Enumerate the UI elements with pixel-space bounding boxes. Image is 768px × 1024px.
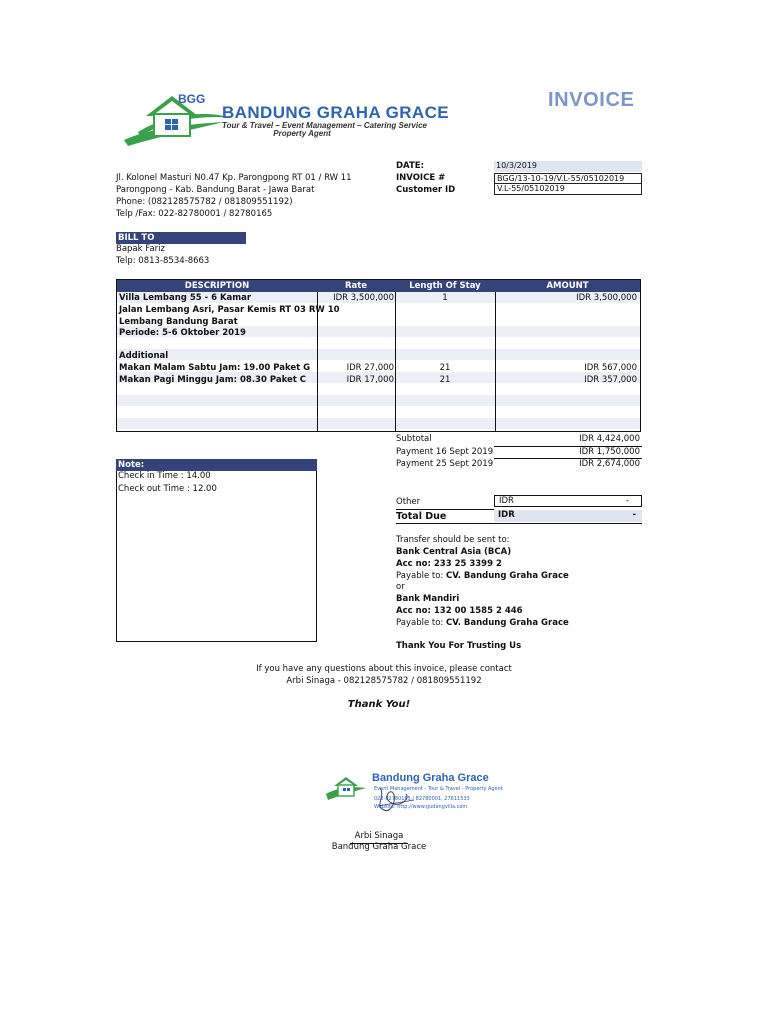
row-description: Makan Pagi Minggu Jam: 08.30 Paket C (119, 375, 307, 385)
row-amount: IDR 567,000 (584, 363, 637, 373)
subtotal-value: IDR 4,424,000 (579, 434, 640, 444)
logo-initials: BGG (178, 92, 206, 106)
stamp-line-3: Website: http://www.gudangvilla.com (374, 804, 468, 810)
note-box (116, 471, 317, 642)
invoice-title: INVOICE (548, 89, 635, 111)
row-description: Jalan Lembang Asri, Pasar Kemis RT 03 RW 10 (119, 305, 340, 315)
company-fax: Telp /Fax: 022-82780001 / 82780165 (116, 209, 273, 219)
items-table (116, 279, 641, 432)
note-checkin: Check in Time : 14.00 (118, 471, 211, 481)
company-address-2: Parongpong - Kab. Bandung Barat - Jawa Barat (116, 185, 315, 195)
company-name: BANDUNG GRAHA GRACE (222, 103, 450, 122)
payment-2-value: IDR 2,674,000 (579, 459, 640, 469)
contact-question: If you have any questions about this invoice, please contact (256, 664, 512, 674)
bank-2-account: Acc no: 132 00 1585 2 446 (396, 606, 523, 616)
bank-1-account: Acc no: 233 25 3399 2 (396, 559, 502, 569)
total-due-currency: IDR (498, 510, 515, 520)
company-stamp (322, 766, 508, 824)
transfer-or: or (396, 582, 405, 592)
bill-to-name: Bapak Fariz (116, 244, 165, 254)
customer-id-label: Customer ID (396, 185, 456, 195)
total-due-field (494, 510, 642, 522)
payable-name: CV. Bandung Graha Grace (445, 571, 569, 581)
company-tagline: Tour & Travel – Event Management – Catering Service (222, 121, 427, 130)
row-amount: IDR 357,000 (584, 375, 637, 385)
total-due-divider (396, 509, 494, 510)
row-rate: IDR 17,000 (346, 375, 394, 385)
contact-person: Arbi Sinaga - 082128575782 / 081809551192 (286, 676, 482, 686)
row-description: Villa Lembang 55 - 6 Kamar (119, 293, 252, 303)
row-description: Makan Malam Sabtu Jam: 19.00 Paket G (119, 363, 311, 373)
row-stay: 21 (439, 375, 451, 385)
header-rate: Rate (344, 281, 368, 291)
bank-2-payable (396, 618, 569, 630)
bill-to-phone: Telp: 0813-8534-8663 (116, 256, 210, 266)
company-phone: Phone: (082128575782 / 081809551192) (116, 197, 293, 207)
column-divider (495, 292, 496, 431)
row-rate: IDR 27,000 (346, 363, 394, 373)
row-stay: 1 (442, 293, 448, 303)
row-stripe (117, 395, 640, 406)
thanks-for-trusting: Thank You For Trusting Us (396, 641, 522, 651)
header-description: DESCRIPTION (184, 281, 250, 291)
header-amount: AMOUNT (546, 281, 589, 291)
subtotal-label: Subtotal (396, 434, 432, 444)
row-rate: IDR 3,500,000 (333, 293, 394, 303)
other-field (494, 495, 642, 507)
row-description: Lembang Bandung Barat (119, 317, 238, 327)
bank-1-payable (396, 571, 569, 583)
company-tagline-2: Property Agent (273, 129, 331, 138)
transfer-intro: Transfer should be sent to: (396, 535, 510, 545)
header-length-of-stay: Length Of Stay (409, 281, 481, 291)
row-stripe (117, 418, 640, 429)
other-value: - (625, 496, 629, 506)
date-value: 10/3/2019 (494, 161, 642, 172)
payment-2-label: Payment 25 Sept 2019 (396, 459, 494, 469)
payable-prefix: Payable to: (396, 618, 446, 628)
row-stripe (117, 349, 640, 360)
invoice-number-value: BGG/13-10-19/V.L-55/05102019 (494, 173, 642, 184)
note-checkout: Check out Time : 12.00 (118, 484, 217, 494)
row-description: Additional (119, 351, 169, 361)
customer-id-value: V.L-55/05102019 (494, 184, 642, 195)
other-currency: IDR (499, 496, 514, 506)
column-divider (395, 292, 396, 431)
bank-1-name: Bank Central Asia (BCA) (396, 547, 512, 557)
payment-1-value: IDR 1,750,000 (579, 447, 640, 457)
stamp-line-2: 022-82780165 / 82780001, 27611533 (374, 796, 470, 802)
signer-name: Arbi Sinaga (354, 831, 404, 841)
stamp-line-1: Event Management - Tour & Travel - Property Agent (374, 786, 503, 792)
table-header (117, 280, 640, 292)
payable-name: CV. Bandung Graha Grace (445, 618, 569, 628)
date-label: DATE: (396, 161, 424, 171)
signer-company: Bandung Graha Grace (331, 842, 427, 852)
row-amount: IDR 3,500,000 (576, 293, 637, 303)
stamp-company-name: Bandung Graha Grace (372, 772, 489, 784)
row-stay: 21 (439, 363, 451, 373)
company-address-1: Jl. Kolonel Masturi N0.47 Kp. Parongpong RT 01 / RW 11 (116, 173, 352, 183)
note-heading: Note: (116, 459, 317, 471)
payable-prefix: Payable to: (396, 571, 446, 581)
payment-1-label: Payment 16 Sept 2019 (396, 447, 494, 457)
thank-you: Thank You! (347, 699, 411, 710)
row-description: Periode: 5-6 Oktober 2019 (119, 328, 246, 338)
bill-to-heading: BILL TO (116, 232, 246, 244)
total-due-underline (396, 523, 642, 524)
bank-2-name: Bank Mandiri (396, 594, 460, 604)
invoice-number-label: INVOICE # (396, 173, 446, 183)
total-due-value: - (632, 510, 636, 520)
other-label: Other (396, 497, 421, 507)
total-due-label: Total Due (396, 511, 447, 522)
